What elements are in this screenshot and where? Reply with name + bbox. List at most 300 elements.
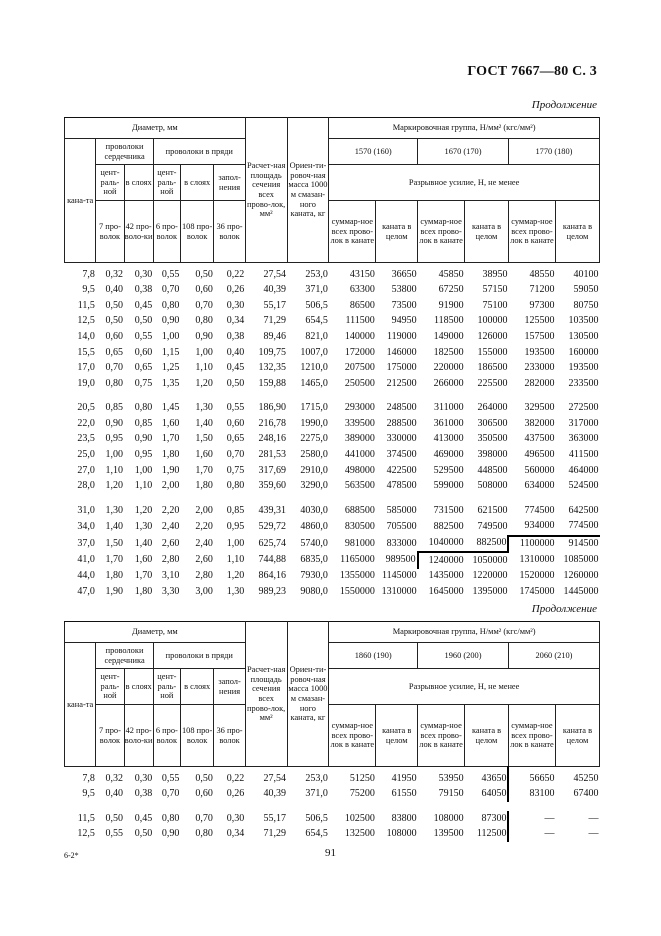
sum-header: суммар-ное всех прово-лок в канате bbox=[508, 201, 555, 263]
table-cell: 989,23 bbox=[258, 585, 287, 597]
table-cell: 1,20 bbox=[195, 377, 213, 389]
table-cell: 642500 bbox=[568, 504, 599, 516]
table-cell: 132500 bbox=[344, 828, 375, 840]
table-row bbox=[65, 314, 600, 330]
table-cell: 2,20 bbox=[195, 520, 213, 532]
table-cell: 118500 bbox=[433, 315, 464, 327]
table-cell: 7930,0 bbox=[300, 570, 328, 582]
table-cell: 882500 bbox=[465, 536, 509, 553]
table-cell: 1310000 bbox=[519, 554, 555, 566]
rope-header: кана-та bbox=[65, 139, 96, 263]
whole-header: каната в целом bbox=[465, 201, 509, 263]
table-cell: 253,0 bbox=[305, 772, 328, 784]
table-cell: 40100 bbox=[573, 268, 599, 280]
group-spacer bbox=[65, 392, 600, 401]
table-cell: 359,60 bbox=[258, 480, 287, 492]
w7-header: 7 про-волок bbox=[96, 705, 124, 767]
table-cell: 112500 bbox=[476, 828, 507, 840]
table-cell: 225500 bbox=[477, 377, 508, 389]
table-cell: 5740,0 bbox=[300, 537, 328, 549]
table-cell: 306500 bbox=[477, 417, 508, 429]
table-cell: 1,10 bbox=[105, 464, 124, 476]
table-cell: 3,00 bbox=[195, 585, 213, 597]
diameter-header: Диаметр, мм bbox=[65, 118, 246, 139]
table-cell: 2,40 bbox=[161, 520, 180, 532]
table-cell: 1,20 bbox=[134, 504, 153, 516]
table-cell: 36650 bbox=[391, 268, 417, 280]
table-cell: 0,80 bbox=[195, 315, 213, 327]
table-cell: 71,29 bbox=[263, 315, 287, 327]
table-row bbox=[65, 519, 600, 536]
table-cell: 4860,0 bbox=[300, 520, 328, 532]
rope-header: кана-та bbox=[65, 643, 96, 767]
table-cell: 27,54 bbox=[263, 268, 287, 280]
table-cell: 0,30 bbox=[226, 812, 245, 824]
table-cell: 1520000 bbox=[519, 570, 555, 582]
table-cell: 1310000 bbox=[381, 585, 417, 597]
table-cell: 0,80 bbox=[226, 480, 245, 492]
table-cell: 371,0 bbox=[305, 284, 328, 296]
table-cell: 40,39 bbox=[263, 788, 287, 800]
table-cell: 139500 bbox=[433, 828, 464, 840]
table-cell: 55,17 bbox=[263, 299, 287, 311]
table-cell: 0,70 bbox=[195, 812, 213, 824]
table-cell: — bbox=[588, 828, 599, 840]
core-central-header: цент-раль-ной bbox=[96, 165, 124, 201]
table-cell: 0,65 bbox=[134, 362, 153, 374]
table-cell: 1,00 bbox=[195, 346, 213, 358]
table-row bbox=[65, 298, 600, 314]
table-cell: 75100 bbox=[482, 299, 508, 311]
table-cell: 132,35 bbox=[258, 362, 287, 374]
table-cell: 159,88 bbox=[258, 377, 287, 389]
table-cell: 688500 bbox=[344, 504, 375, 516]
table-cell: 9080,0 bbox=[300, 585, 328, 597]
table-cell: 464000 bbox=[568, 464, 599, 476]
w42-header: 42 про-воло-ки bbox=[124, 201, 153, 263]
table-cell: 80750 bbox=[573, 299, 599, 311]
whole-header: каната в целом bbox=[555, 201, 599, 263]
table-cell: 330000 bbox=[386, 433, 417, 445]
table-row bbox=[65, 552, 600, 569]
table-cell: 264000 bbox=[477, 402, 508, 414]
core-layers-header: в слоях bbox=[124, 669, 153, 705]
table-cell: 0,55 bbox=[134, 330, 153, 342]
table-cell: 282000 bbox=[524, 377, 555, 389]
table-cell: 529500 bbox=[433, 464, 464, 476]
table-cell: 2,20 bbox=[161, 504, 180, 516]
table-cell: 0,40 bbox=[226, 346, 245, 358]
table-cell: 1,15 bbox=[161, 346, 180, 358]
table-row bbox=[65, 479, 600, 495]
table-cell: 7,8 bbox=[82, 772, 95, 784]
table-cell: 0,85 bbox=[226, 504, 245, 516]
table-cell: 0,55 bbox=[161, 772, 180, 784]
table-cell: 207500 bbox=[344, 362, 375, 374]
table-row bbox=[65, 503, 600, 519]
table-cell: 14,0 bbox=[77, 330, 95, 342]
group-spacer bbox=[65, 802, 600, 811]
table-cell: 621500 bbox=[477, 504, 508, 516]
table-cell: 0,75 bbox=[226, 464, 245, 476]
table-cell: 439,31 bbox=[258, 504, 287, 516]
table-cell: 0,90 bbox=[195, 330, 213, 342]
table-row bbox=[65, 345, 600, 361]
continued-label: Продолжение bbox=[531, 99, 597, 111]
table-cell: 79150 bbox=[438, 788, 464, 800]
table-cell: 119000 bbox=[386, 330, 417, 342]
w6-header: 6 про-волок bbox=[153, 705, 180, 767]
table-cell: 25,0 bbox=[77, 449, 95, 461]
table-cell: 2910,0 bbox=[300, 464, 328, 476]
table-cell: 0,30 bbox=[226, 299, 245, 311]
table-cell: 1,40 bbox=[134, 537, 153, 549]
table-cell: 1,70 bbox=[105, 554, 124, 566]
table-cell: 774500 bbox=[555, 519, 599, 536]
table-cell: 7,8 bbox=[82, 268, 95, 280]
table-cell: 15,5 bbox=[77, 346, 95, 358]
whole-header: каната в целом bbox=[465, 705, 509, 767]
table-cell: 731500 bbox=[433, 504, 464, 516]
table-cell: 193500 bbox=[524, 346, 555, 358]
table-cell: 193500 bbox=[568, 362, 599, 374]
table-cell: 0,85 bbox=[134, 417, 153, 429]
table-cell: 253,0 bbox=[305, 268, 328, 280]
table-cell: 1,80 bbox=[195, 480, 213, 492]
table-cell: 1,80 bbox=[161, 449, 180, 461]
table-2-body bbox=[65, 767, 600, 843]
table-cell: 0,50 bbox=[134, 315, 153, 327]
table-cell: 51250 bbox=[349, 772, 375, 784]
table-cell: 508000 bbox=[477, 480, 508, 492]
table-cell: 398000 bbox=[477, 449, 508, 461]
sum-header: суммар-ное всех прово-лок в канате bbox=[508, 705, 555, 767]
w7-header: 7 про-волок bbox=[96, 201, 124, 263]
table-cell: 67250 bbox=[438, 284, 464, 296]
table-cell: 149000 bbox=[433, 330, 464, 342]
table-cell: 529,72 bbox=[258, 520, 287, 532]
table-row bbox=[65, 401, 600, 417]
table-cell: 1,90 bbox=[105, 585, 124, 597]
table-cell: 31,0 bbox=[77, 504, 95, 516]
table-cell: 0,50 bbox=[195, 268, 213, 280]
table-cell: 293000 bbox=[344, 402, 375, 414]
table-cell: 61550 bbox=[391, 788, 417, 800]
strand-layers-header: в слоях bbox=[180, 669, 213, 705]
force-header: Разрывное усилие, Н, не менее bbox=[329, 165, 600, 201]
table-cell: 1550000 bbox=[339, 585, 375, 597]
table-cell: 0,70 bbox=[105, 362, 124, 374]
table-cell: 0,90 bbox=[161, 828, 180, 840]
table-row bbox=[65, 329, 600, 345]
table-cell: 288500 bbox=[386, 417, 417, 429]
table-cell: 1,00 bbox=[105, 449, 124, 461]
table-cell: 43150 bbox=[349, 268, 375, 280]
table-cell: 216,78 bbox=[258, 417, 287, 429]
table-cell: 64050 bbox=[481, 788, 507, 800]
group-spacer bbox=[65, 494, 600, 503]
table-cell: 67400 bbox=[573, 788, 599, 800]
table-cell: 1645000 bbox=[428, 585, 464, 597]
table-cell: 34,0 bbox=[77, 520, 95, 532]
table-cell: 186500 bbox=[477, 362, 508, 374]
table-cell: 3,10 bbox=[161, 570, 180, 582]
table-cell: 1,80 bbox=[105, 570, 124, 582]
table-cell: 0,90 bbox=[161, 315, 180, 327]
table-row bbox=[65, 767, 600, 787]
table-cell: 496500 bbox=[524, 449, 555, 461]
table-cell: 40,39 bbox=[263, 284, 287, 296]
table-cell: 317,69 bbox=[258, 464, 287, 476]
mass-header: Ориен-ти-ровоч-ная масса 1000 м смазан-ного каната, кг bbox=[287, 622, 329, 767]
w42-header: 42 про-воло-ки bbox=[124, 705, 153, 767]
table-cell: 0,55 bbox=[105, 828, 124, 840]
table-cell: 57150 bbox=[482, 284, 508, 296]
table-cell: 1,20 bbox=[105, 480, 124, 492]
table-cell: 0,26 bbox=[226, 788, 245, 800]
table-cell: 1,40 bbox=[105, 520, 124, 532]
table-cell: 774500 bbox=[524, 504, 555, 516]
table-cell: 0,45 bbox=[134, 299, 153, 311]
table-cell: 0,60 bbox=[134, 346, 153, 358]
grade-2-header: 1670 (170) bbox=[418, 139, 509, 165]
table-cell: 864,16 bbox=[258, 570, 287, 582]
table-cell: 0,70 bbox=[161, 788, 180, 800]
sum-header: суммар-ное всех прово-лок в канате bbox=[418, 201, 465, 263]
table-cell: 0,65 bbox=[105, 346, 124, 358]
table-cell: 654,5 bbox=[305, 828, 328, 840]
table-cell: 75200 bbox=[349, 788, 375, 800]
table-cell: 1,50 bbox=[195, 433, 213, 445]
force-header: Разрывное усилие, Н, не менее bbox=[329, 669, 600, 705]
table-cell: 45250 bbox=[573, 772, 599, 784]
table-cell: 634000 bbox=[524, 480, 555, 492]
table-cell: 0,30 bbox=[134, 268, 153, 280]
grade-1-header: 1860 (190) bbox=[329, 643, 418, 669]
mass-header: Ориен-ти-ровоч-ная масса 1000 м смазан-ного каната, кг bbox=[287, 118, 329, 263]
table-cell: 44,0 bbox=[77, 570, 95, 582]
table-cell: 1050000 bbox=[472, 554, 508, 566]
table-cell: 1745000 bbox=[519, 585, 555, 597]
diameter-header: Диаметр, мм bbox=[65, 622, 246, 643]
table-cell: 830500 bbox=[344, 520, 375, 532]
table-cell: 272500 bbox=[568, 402, 599, 414]
rope-table-1 bbox=[64, 117, 600, 600]
table-cell: 934000 bbox=[508, 519, 555, 536]
table-cell: — bbox=[508, 811, 555, 827]
table-cell: 374500 bbox=[386, 449, 417, 461]
whole-header: каната в целом bbox=[376, 705, 418, 767]
table-cell: 1,60 bbox=[134, 554, 153, 566]
table-cell: 560000 bbox=[524, 464, 555, 476]
table-cell: 73500 bbox=[391, 299, 417, 311]
table-cell: 563500 bbox=[344, 480, 375, 492]
table-cell: 2,60 bbox=[195, 554, 213, 566]
table-cell: 1,70 bbox=[134, 570, 153, 582]
table-row bbox=[65, 283, 600, 299]
strand-wires-header: проволоки в пряди bbox=[153, 139, 245, 165]
table-row bbox=[65, 416, 600, 432]
table-cell: 311000 bbox=[433, 402, 464, 414]
fill-header: запол-нения bbox=[214, 669, 245, 705]
table-cell: 87300 bbox=[481, 812, 507, 824]
table-cell: 0,80 bbox=[105, 377, 124, 389]
table-cell: 4030,0 bbox=[300, 504, 328, 516]
table-cell: 53800 bbox=[391, 284, 417, 296]
table-cell: 97300 bbox=[529, 299, 555, 311]
table-cell: 157500 bbox=[524, 330, 555, 342]
table-cell: 1220000 bbox=[472, 570, 508, 582]
table-cell: 1465,0 bbox=[300, 377, 328, 389]
table-cell: 0,38 bbox=[226, 330, 245, 342]
table-cell: 0,60 bbox=[195, 284, 213, 296]
table-cell: 478500 bbox=[386, 480, 417, 492]
table-cell: — bbox=[588, 812, 599, 824]
table-cell: 0,32 bbox=[105, 772, 124, 784]
table-cell: 2,80 bbox=[161, 554, 180, 566]
table-cell: 1,70 bbox=[161, 433, 180, 445]
table-cell: 17,0 bbox=[77, 362, 95, 374]
table-cell: 250500 bbox=[344, 377, 375, 389]
table-cell: 0,45 bbox=[134, 812, 153, 824]
table-cell: 0,80 bbox=[134, 402, 153, 414]
table-cell: 1,30 bbox=[226, 585, 245, 597]
grade-3-header: 1770 (180) bbox=[508, 139, 599, 165]
table-cell: 1,35 bbox=[161, 377, 180, 389]
table-cell: 19,0 bbox=[77, 377, 95, 389]
table-cell: 1,25 bbox=[161, 362, 180, 374]
table-cell: 47,0 bbox=[77, 585, 95, 597]
table-cell: 155000 bbox=[477, 346, 508, 358]
table-cell: 83100 bbox=[508, 787, 555, 803]
table-cell: 382000 bbox=[524, 417, 555, 429]
w36-header: 36 про-волок bbox=[214, 705, 245, 767]
sum-header: суммар-ное всех прово-лок в канате bbox=[329, 705, 376, 767]
table-cell: 1,60 bbox=[195, 449, 213, 461]
table-cell: 422500 bbox=[386, 464, 417, 476]
table-row bbox=[65, 376, 600, 392]
table-cell: 108000 bbox=[433, 812, 464, 824]
table-cell: 0,95 bbox=[134, 449, 153, 461]
table-cell: 71,29 bbox=[263, 828, 287, 840]
table-cell: 2580,0 bbox=[300, 449, 328, 461]
table-cell: 1,30 bbox=[134, 520, 153, 532]
table-cell: 1,30 bbox=[105, 504, 124, 516]
table-cell: 0,90 bbox=[134, 433, 153, 445]
table-cell: 27,0 bbox=[77, 464, 95, 476]
strand-central-header: цент-раль-ной bbox=[153, 165, 180, 201]
table-cell: 89,46 bbox=[263, 330, 287, 342]
w108-header: 108 про-волок bbox=[180, 201, 213, 263]
table-cell: 1260000 bbox=[563, 570, 599, 582]
table-cell: 0,70 bbox=[226, 449, 245, 461]
table-cell: 437500 bbox=[524, 433, 555, 445]
table-cell: 63300 bbox=[349, 284, 375, 296]
table-cell: 233500 bbox=[568, 377, 599, 389]
table-cell: 281,53 bbox=[258, 449, 287, 461]
table-cell: 102500 bbox=[344, 812, 375, 824]
table-cell: 2,60 bbox=[161, 537, 180, 549]
table-cell: 55,17 bbox=[263, 812, 287, 824]
table-row bbox=[65, 584, 600, 600]
table-cell: 27,54 bbox=[263, 772, 287, 784]
table-cell: 914500 bbox=[568, 538, 599, 550]
table-cell: 0,32 bbox=[105, 268, 124, 280]
table-cell: 411500 bbox=[568, 449, 599, 461]
table-cell: 0,45 bbox=[226, 362, 245, 374]
table-cell: 1395000 bbox=[472, 585, 508, 597]
table-cell: 0,38 bbox=[134, 284, 153, 296]
table-cell: 506,5 bbox=[305, 299, 328, 311]
table-cell: 1,90 bbox=[161, 464, 180, 476]
table-cell: 1,45 bbox=[161, 402, 180, 414]
table-cell: 0,60 bbox=[195, 788, 213, 800]
table-cell: 441000 bbox=[344, 449, 375, 461]
table-cell: 12,5 bbox=[77, 828, 95, 840]
table-cell: 172000 bbox=[344, 346, 375, 358]
table-cell: 0,55 bbox=[161, 268, 180, 280]
table-cell: 20,5 bbox=[77, 402, 95, 414]
table-cell: 6835,0 bbox=[300, 554, 328, 566]
table-cell: 0,50 bbox=[105, 315, 124, 327]
whole-header: каната в целом bbox=[555, 705, 599, 767]
table-cell: 0,22 bbox=[226, 268, 245, 280]
table-cell: 11,5 bbox=[77, 812, 95, 824]
table-cell: 266000 bbox=[433, 377, 464, 389]
table-cell: 0,80 bbox=[161, 812, 180, 824]
table-cell: 1,20 bbox=[226, 570, 245, 582]
table-cell: 882500 bbox=[433, 520, 464, 532]
table-cell: 585000 bbox=[386, 504, 417, 516]
table-cell: 45850 bbox=[438, 268, 464, 280]
table-cell: 2,00 bbox=[161, 480, 180, 492]
table-cell: 2,40 bbox=[195, 537, 213, 549]
table-cell: 71200 bbox=[529, 284, 555, 296]
table-cell: 1445000 bbox=[563, 585, 599, 597]
table-cell: 0,50 bbox=[105, 299, 124, 311]
table-cell: 83800 bbox=[391, 812, 417, 824]
table-cell: 989500 bbox=[385, 554, 416, 566]
core-wires-header: проволоки сердечника bbox=[96, 139, 153, 165]
table-cell: 1165000 bbox=[340, 554, 375, 566]
table-1-body bbox=[65, 263, 600, 600]
table-row bbox=[65, 361, 600, 377]
footer-mark: 6-2* bbox=[64, 851, 79, 860]
table-cell: 1990,0 bbox=[300, 417, 328, 429]
table-cell: 744,88 bbox=[258, 554, 287, 566]
table-cell: 1100000 bbox=[508, 536, 555, 553]
table-cell: — bbox=[508, 827, 555, 843]
table-cell: 524500 bbox=[568, 480, 599, 492]
table-cell: 625,74 bbox=[258, 537, 287, 549]
strand-central-header: цент-раль-ной bbox=[153, 669, 180, 705]
table-cell: 1,00 bbox=[134, 464, 153, 476]
table-cell: 2275,0 bbox=[300, 433, 328, 445]
table-cell: 0,95 bbox=[226, 520, 245, 532]
table-cell: 109,75 bbox=[258, 346, 287, 358]
table-row bbox=[65, 536, 600, 553]
table-cell: 94950 bbox=[391, 315, 417, 327]
table-cell: 1210,0 bbox=[300, 362, 328, 374]
table-cell: 248500 bbox=[386, 402, 417, 414]
table-cell: 1,10 bbox=[134, 480, 153, 492]
table-cell: 0,60 bbox=[226, 417, 245, 429]
grade-header: Маркировочная группа, Н/мм² (кгс/мм²) bbox=[329, 118, 600, 139]
table-cell: 1145000 bbox=[381, 570, 417, 582]
table-cell: 469000 bbox=[433, 449, 464, 461]
table-cell: 371,0 bbox=[305, 788, 328, 800]
whole-header: каната в целом bbox=[376, 201, 418, 263]
